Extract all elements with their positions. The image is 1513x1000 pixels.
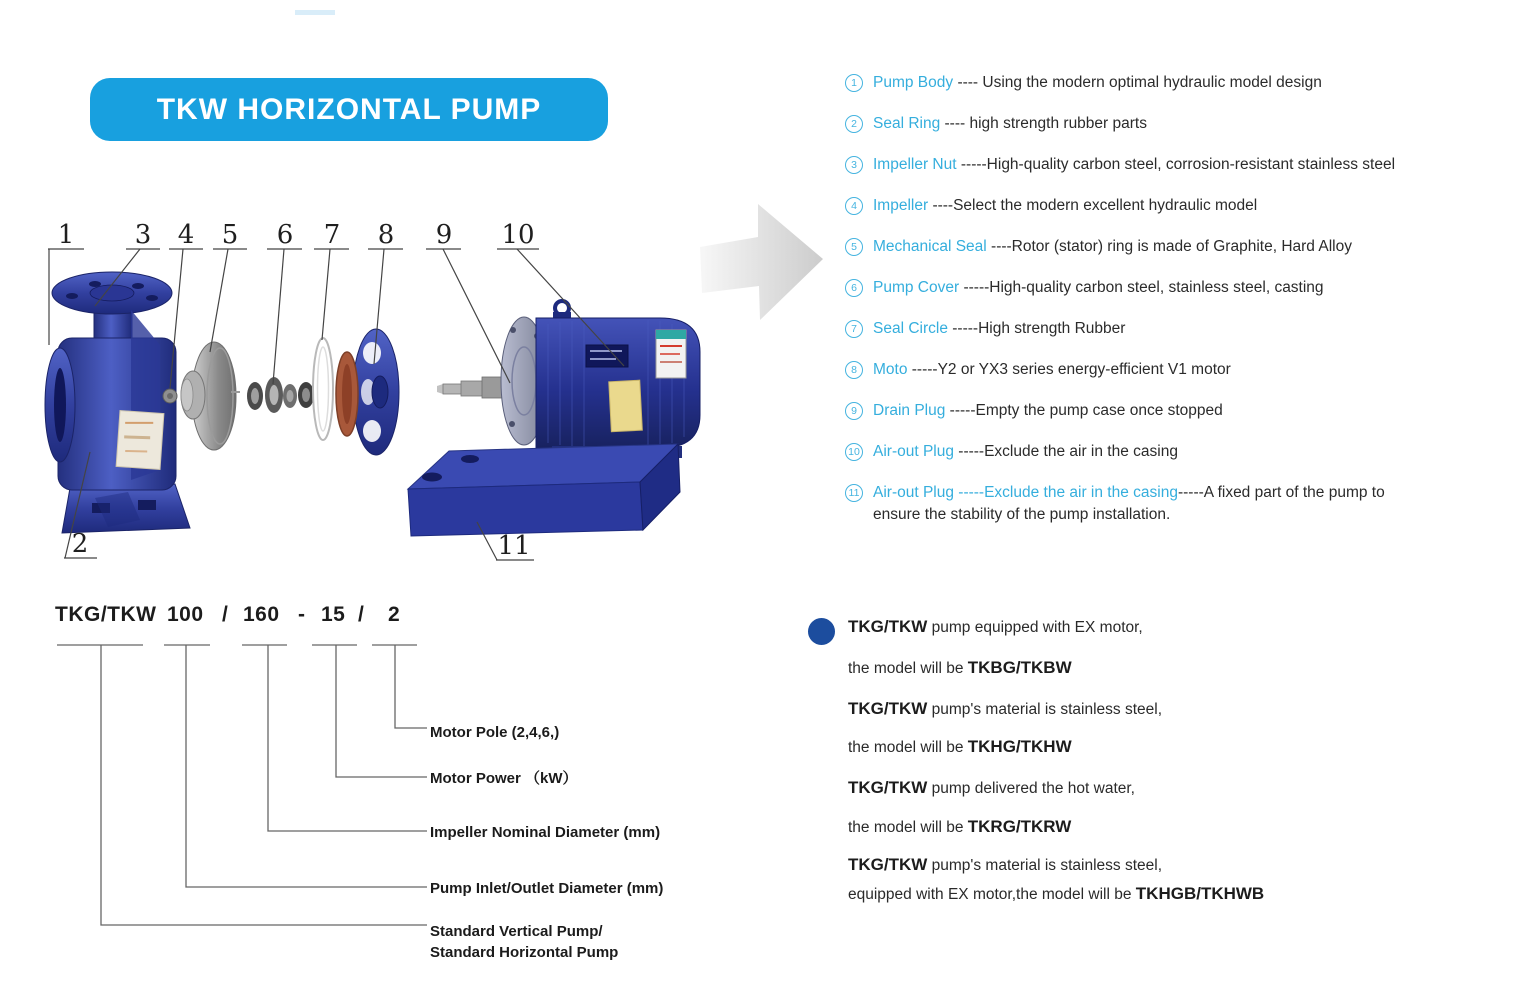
part-name: Mechanical Seal (873, 238, 987, 255)
part-name: Air-out Plug -----Exclude the air in the casing (873, 484, 1178, 501)
parts-row (845, 72, 1513, 94)
code-separator: / (222, 603, 229, 626)
code-separator: / (358, 603, 365, 626)
note-line (848, 697, 1162, 722)
note-model: TKHG/TKHW (967, 737, 1072, 756)
note-model: TKBG/TKBW (967, 658, 1072, 677)
impeller (181, 342, 240, 450)
callout-number: 6 (276, 220, 294, 250)
part-name: Seal Ring (873, 115, 941, 132)
base-plate (408, 444, 680, 536)
title-banner (90, 78, 608, 141)
code-label-standard-horizontal: Standard Horizontal Pump (430, 944, 619, 961)
note-text: pump's material is stainless steel, (927, 857, 1163, 874)
callout-number: 2 (71, 529, 89, 559)
parts-row (845, 482, 1513, 526)
code-segment-power: 15 (321, 603, 346, 626)
part-name: Impeller Nut (873, 156, 957, 173)
note-text: the model will be (848, 739, 968, 756)
pump-body-label (116, 411, 164, 470)
code-segment-series: TKG/TKW (55, 603, 157, 626)
part-number-badge: 7 (845, 320, 863, 338)
parts-row (845, 359, 1513, 381)
part-name: Drain Plug (873, 402, 946, 419)
part-number-badge: 6 (845, 279, 863, 297)
parts-row (845, 195, 1513, 217)
note-line (848, 882, 1264, 907)
note-line (848, 815, 1071, 840)
part-number-badge: 9 (845, 402, 863, 420)
note-model: TKG/TKW (848, 617, 928, 636)
part-name: Pump Body (873, 74, 954, 91)
motor-spec-label (656, 330, 686, 378)
callout-number: 10 (501, 220, 535, 250)
part-number-badge: 3 (845, 156, 863, 174)
seal-bearing-rings (247, 377, 314, 413)
code-segment-pole: 2 (388, 603, 401, 626)
callout-number: 11 (497, 531, 531, 561)
callout-number: 1 (57, 220, 75, 250)
seal-circle-ring (313, 338, 333, 440)
part-name: Pump Cover (873, 279, 960, 296)
part-number-badge: 5 (845, 238, 863, 256)
part-name: Seal Circle (873, 320, 948, 337)
note-text: the model will be (848, 819, 968, 836)
code-label-standard-vertical: Standard Vertical Pump/ (430, 923, 603, 940)
note-text: pump's material is stainless steel, (927, 701, 1163, 718)
callout-number: 8 (377, 220, 395, 250)
note-line (848, 776, 1135, 801)
note-text: equipped with EX motor,the model will be (848, 886, 1136, 903)
code-segment-inlet: 100 (167, 603, 204, 626)
part-desc-line2: ensure the stability of the pump installation. (873, 506, 1171, 523)
parts-row (845, 113, 1513, 135)
note-model: TKRG/TKRW (967, 817, 1072, 836)
part-name: Moto (873, 361, 908, 378)
parts-row (845, 318, 1513, 340)
note-model: TKHGB/TKHWB (1135, 884, 1265, 903)
code-label-inlet-outlet: Pump Inlet/Outlet Diameter (mm) (430, 880, 664, 897)
parts-row (845, 154, 1513, 176)
motor (437, 301, 700, 458)
part-desc: -----High-quality carbon steel, stainless steel, casting (959, 279, 1324, 296)
code-separator: - (298, 603, 306, 626)
callout-number: 4 (177, 220, 195, 250)
note-model: TKG/TKW (848, 778, 928, 797)
part-number-badge: 1 (845, 74, 863, 92)
part-number-badge: 2 (845, 115, 863, 133)
code-label-impeller-dia: Impeller Nominal Diameter (mm) (430, 824, 661, 841)
flow-arrow (690, 193, 835, 333)
parts-list (845, 72, 1513, 545)
note-line (848, 656, 1072, 681)
note-bullet (808, 618, 835, 645)
parts-row (845, 400, 1513, 422)
note-text: pump delivered the hot water, (927, 780, 1135, 797)
part-desc: -----Empty the pump case once stopped (945, 402, 1223, 419)
code-label-motor-power: Motor Power （kW） (430, 770, 578, 787)
part-number-badge: 11 (845, 484, 863, 502)
page-title: TKW HORIZONTAL PUMP (156, 92, 542, 126)
part-desc: -----A fixed part of the pump to (1177, 484, 1385, 501)
motor-yellow-label (609, 380, 643, 432)
note-line (848, 735, 1072, 760)
part-number-badge: 4 (845, 197, 863, 215)
part-desc: -----High strength Rubber (947, 320, 1126, 337)
note-model: TKG/TKW (848, 855, 928, 874)
part-desc: ---- high strength rubber parts (940, 115, 1147, 132)
part-number-badge: 10 (845, 443, 863, 461)
code-tree-lines (40, 638, 440, 973)
callout-number: 5 (221, 220, 239, 250)
callout-number: 9 (435, 220, 453, 250)
top-accent-mark (295, 10, 335, 15)
part-desc: ----Rotor (stator) ring is made of Graphite, Hard Alloy (986, 238, 1352, 255)
part-desc: -----Y2 or YX3 series energy-efficient V1 motor (907, 361, 1231, 378)
parts-row (845, 236, 1513, 258)
part-desc: -----High-quality carbon steel, corrosion-resistant stainless steel (956, 156, 1396, 173)
part-number-badge: 8 (845, 361, 863, 379)
callout-number: 3 (134, 220, 152, 250)
code-label-motor-pole: Motor Pole (2,4,6,) (430, 724, 560, 741)
exploded-diagram-svg (30, 198, 775, 578)
part-desc: -----Exclude the air in the casing (953, 443, 1178, 460)
pump-cover (336, 329, 399, 455)
note-line (848, 853, 1162, 878)
note-text: pump equipped with EX motor, (927, 619, 1143, 636)
callout-number: 7 (323, 220, 341, 250)
parts-row (845, 441, 1513, 463)
note-model: TKG/TKW (848, 699, 928, 718)
impeller-nut (163, 389, 177, 403)
note-line (848, 615, 1143, 640)
code-segment-impeller: 160 (243, 603, 280, 626)
part-desc: ----Select the modern excellent hydraulic model (928, 197, 1258, 214)
part-name: Impeller (873, 197, 929, 214)
note-text: the model will be (848, 660, 968, 677)
parts-row (845, 277, 1513, 299)
part-name: Air-out Plug (873, 443, 954, 460)
part-desc: ---- Using the modern optimal hydraulic model design (953, 74, 1322, 91)
